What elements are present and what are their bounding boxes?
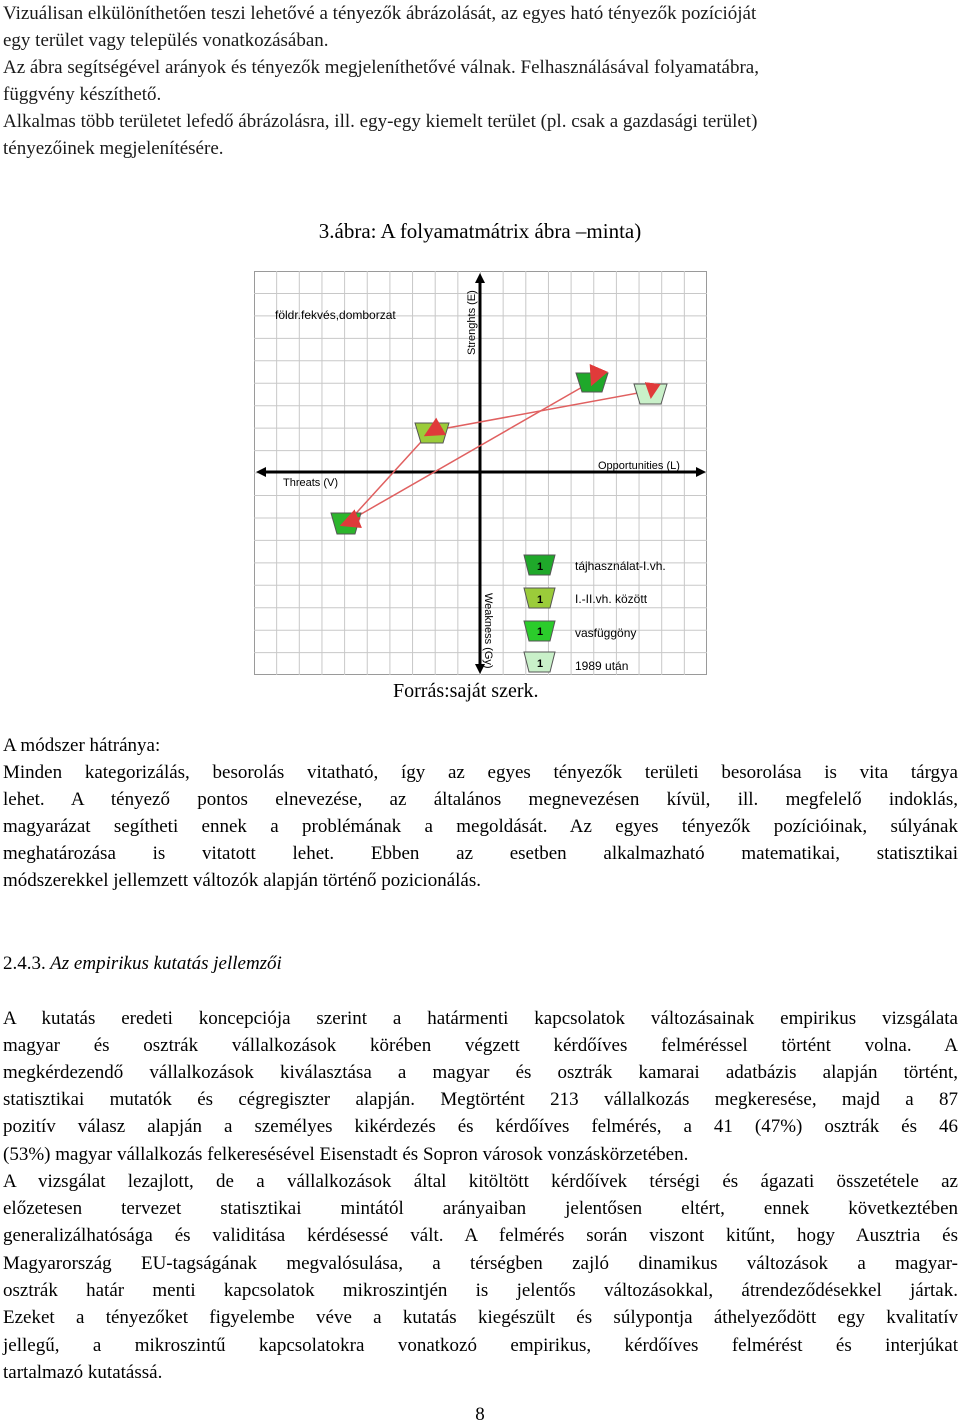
paragraph-line: meghatározása is vitatott lehet. Ebben az esetben alkalmazható matematikai, statisztikai [3, 843, 958, 864]
paragraph-line: Magyarország EU-tagságának megvalósulása, a térségben zajló dinamikus változások a magyar- [3, 1253, 958, 1274]
section-number: 2.4.3. [3, 953, 46, 974]
legend-number: 1 [537, 561, 544, 573]
strengths-axis-label: Strenghts (E) [466, 290, 478, 355]
paragraph-line: generalizálhatósága és validitása kérdésessé vált. A felmérés során viszont kitűnt, hogy Ausztria és [3, 1225, 958, 1246]
paragraph-line: lehet. A tényező pontos elnevezése, az általános megnevezésen kívül, ill. megfelelő indoklás, [3, 789, 958, 810]
drawback-title: A módszer hátránya: [3, 735, 161, 756]
paragraph-line: tartalmazó kutatássá. [3, 1362, 163, 1383]
intro-line: egy terület vagy település vonatkozásában. [3, 30, 329, 51]
paragraph-line: A vizsgálat lezajlott, de a vállalkozások által kitöltött kérdőívek térségi és ágazati összetétele az [3, 1171, 958, 1192]
intro-line: Vizuálisan elkülöníthetően teszi lehetővé a tényezők ábrázolását, az egyes ható tényezők pozícióját [3, 3, 757, 24]
legend-number: 1 [537, 594, 544, 606]
legend-number: 1 [537, 658, 544, 670]
section-title: Az empirikus kutatás jellemzői [50, 953, 282, 974]
legend-label: vasfüggöny [575, 626, 637, 640]
page-number: 8 [475, 1404, 485, 1425]
movement-arrow [651, 389, 652, 397]
paragraph-line: magyar és osztrák vállalkozások körében végzett kérdőíves felméréssel történt volna. A [3, 1035, 958, 1056]
weakness-axis-label: Weakness (Gy) [482, 593, 494, 669]
section-heading [3, 953, 282, 975]
intro-line: tényezőinek megjelenítésére. [3, 138, 224, 159]
paragraph-line: Minden kategorizálás, besorolás vitatható, így az egyes tényezők területi besorolása is vita tárgya [3, 762, 958, 783]
paragraph-line: statisztikai mutatók és cégregiszter alapján. Megtörtént 213 vállalkozás megkeresése, majd a 87 [3, 1089, 958, 1110]
figure-caption: 3.ábra: A folyamatmátrix ábra –minta) [318, 219, 642, 243]
paragraph-line: módszerekkel jellemzett változók alapján történő pozicionálás. [3, 870, 481, 891]
paragraph-line: Ezeket a tényezőket figyelembe véve a kutatás kiegészült és súlypontja áthelyeződött egy kvalitatív [3, 1307, 958, 1328]
figure-source: Forrás:saját szerk. [393, 680, 539, 702]
legend-label: I.-II.vh. között [575, 592, 648, 606]
process-matrix-figure [254, 271, 707, 675]
paragraph-line: előzetesen tervezet statisztikai mintától arányaiban jelentősen eltért, ennek következtében [3, 1198, 958, 1219]
paragraph-line: A kutatás eredeti koncepciója szerint a határmenti kapcsolatok változásainak empirikus vizsgálata [3, 1008, 958, 1029]
paragraph-line: pozitív válasz alapján a személyes kikérdezés és kérdőíves felmérés, a 41 (47%) osztrák és 46 [3, 1116, 958, 1137]
threats-axis-label: Threats (V) [283, 477, 339, 489]
factor-label: földr.fekvés,domborzat [275, 308, 396, 322]
intro-line: Alkalmas több területet lefedő ábrázolásra, ill. egy-egy kiemelt terület (pl. csak a gazdasági terület) [3, 111, 758, 132]
paragraph-line: megkérdezendő vállalkozások kiválasztása a magyar és osztrák kamarai adatbázis alapján történt, [3, 1062, 958, 1083]
legend-label: 1989 után [575, 659, 629, 673]
opportunities-axis-label: Opportunities (L) [598, 460, 680, 472]
paragraph-line: (53%) magyar vállalkozás felkeresésével Eisenstadt és Sopron városok vonzáskörzetében. [3, 1144, 689, 1165]
intro-line: függvény készíthető. [3, 84, 162, 105]
legend-number: 1 [537, 626, 544, 638]
intro-line: Az ábra segítségével arányok és tényezők megjeleníthetővé válnak. Felhasználásával folyamatábra, [3, 57, 759, 78]
paragraph-line: osztrák határ menti kapcsolatok mikroszintjén is jelentős változásokkal, átrendeződésekkel jártak. [3, 1280, 958, 1301]
paragraph-line: jellegű, a mikroszintű kapcsolatokra vonatkozó empirikus, kérdőíves felmérést és interjúkat [3, 1335, 958, 1356]
paragraph-line: magyarázat segítheti ennek a problémának a megoldását. Az egyes tényezők pozícióinak, súlyának [3, 816, 958, 837]
legend-label: tájhasználat-I.vh. [575, 559, 666, 573]
